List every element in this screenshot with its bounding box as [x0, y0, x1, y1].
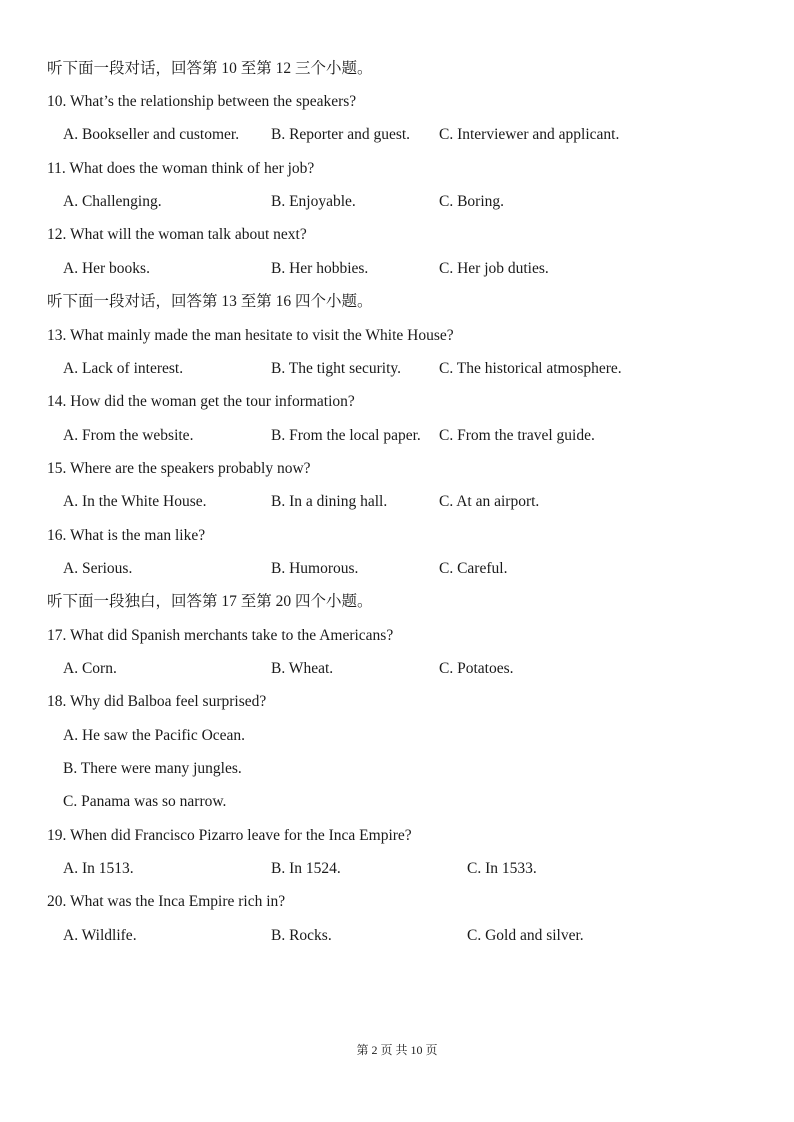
option-a[interactable]: A. In 1513. — [63, 860, 134, 877]
option-b[interactable]: B. In a dining hall. — [271, 493, 388, 510]
option-row — [0, 658, 794, 680]
option-b[interactable]: B. Her hobbies. — [271, 260, 369, 277]
question-stem: 16. What is the man like? — [47, 527, 206, 544]
section-instruction: 听下面一段对话，回答第 10 至第 12 三个小题。 — [47, 60, 373, 77]
option-a[interactable]: A. Corn. — [63, 660, 117, 677]
option-c[interactable]: C. Potatoes. — [439, 660, 514, 677]
option-row — [0, 925, 794, 947]
option-b[interactable]: B. Reporter and guest. — [271, 126, 411, 143]
option-c[interactable]: C. In 1533. — [467, 860, 537, 877]
option-b[interactable]: B. There were many jungles. — [63, 760, 242, 777]
option-a[interactable]: A. Wildlife. — [63, 927, 137, 944]
option-c[interactable]: C. Her job duties. — [439, 260, 549, 277]
option-b[interactable]: B. Enjoyable. — [271, 193, 356, 210]
question-stem: 12. What will the woman talk about next? — [47, 226, 307, 243]
option-row — [0, 491, 794, 513]
question-stem: 10. What’s the relationship between the speakers? — [47, 93, 357, 110]
question-stem: 18. Why did Balboa feel surprised? — [47, 693, 267, 710]
option-a[interactable]: A. Serious. — [63, 560, 133, 577]
option-row — [0, 124, 794, 146]
option-a[interactable]: A. From the website. — [63, 427, 194, 444]
option-row — [0, 258, 794, 280]
question-stem: 11. What does the woman think of her job? — [47, 160, 315, 177]
question-stem: 14. How did the woman get the tour information? — [47, 393, 355, 410]
question-stem: 20. What was the Inca Empire rich in? — [47, 893, 286, 910]
option-c[interactable]: C. Careful. — [439, 560, 508, 577]
option-a[interactable]: A. Lack of interest. — [63, 360, 184, 377]
option-row — [0, 858, 794, 880]
option-row — [0, 791, 794, 813]
option-a[interactable]: A. Her books. — [63, 260, 150, 277]
option-b[interactable]: B. Rocks. — [271, 927, 332, 944]
option-a[interactable]: A. In the White House. — [63, 493, 207, 510]
option-b[interactable]: B. From the local paper. — [271, 427, 421, 444]
section-instruction: 听下面一段独白，回答第 17 至第 20 四个小题。 — [47, 593, 373, 610]
question-stem: 13. What mainly made the man hesitate to visit the White House? — [47, 327, 454, 344]
question-stem: 19. When did Francisco Pizarro leave for the Inca Empire? — [47, 827, 412, 844]
option-row — [0, 725, 794, 747]
question-stem: 15. Where are the speakers probably now? — [47, 460, 311, 477]
option-c[interactable]: C. At an airport. — [439, 493, 540, 510]
option-b[interactable]: B. In 1524. — [271, 860, 341, 877]
option-a[interactable]: A. Bookseller and customer. — [63, 126, 240, 143]
option-row — [0, 191, 794, 213]
option-row — [0, 558, 794, 580]
option-c[interactable]: C. From the travel guide. — [439, 427, 595, 444]
section-instruction: 听下面一段对话，回答第 13 至第 16 四个小题。 — [47, 293, 373, 310]
option-row — [0, 758, 794, 780]
option-c[interactable]: C. Interviewer and applicant. — [439, 126, 620, 143]
option-c[interactable]: C. Boring. — [439, 193, 505, 210]
option-c[interactable]: C. Gold and silver. — [467, 927, 584, 944]
option-row — [0, 425, 794, 447]
question-stem: 17. What did Spanish merchants take to the Americans? — [47, 627, 394, 644]
option-a[interactable]: A. He saw the Pacific Ocean. — [63, 727, 246, 744]
option-b[interactable]: B. Humorous. — [271, 560, 359, 577]
option-c[interactable]: C. Panama was so narrow. — [63, 793, 227, 810]
option-row — [0, 358, 794, 380]
option-c[interactable]: C. The historical atmosphere. — [439, 360, 622, 377]
option-b[interactable]: B. Wheat. — [271, 660, 334, 677]
option-a[interactable]: A. Challenging. — [63, 193, 162, 210]
page-number: 第 2 页 共 10 页 — [356, 1043, 438, 1057]
option-b[interactable]: B. The tight security. — [271, 360, 402, 377]
